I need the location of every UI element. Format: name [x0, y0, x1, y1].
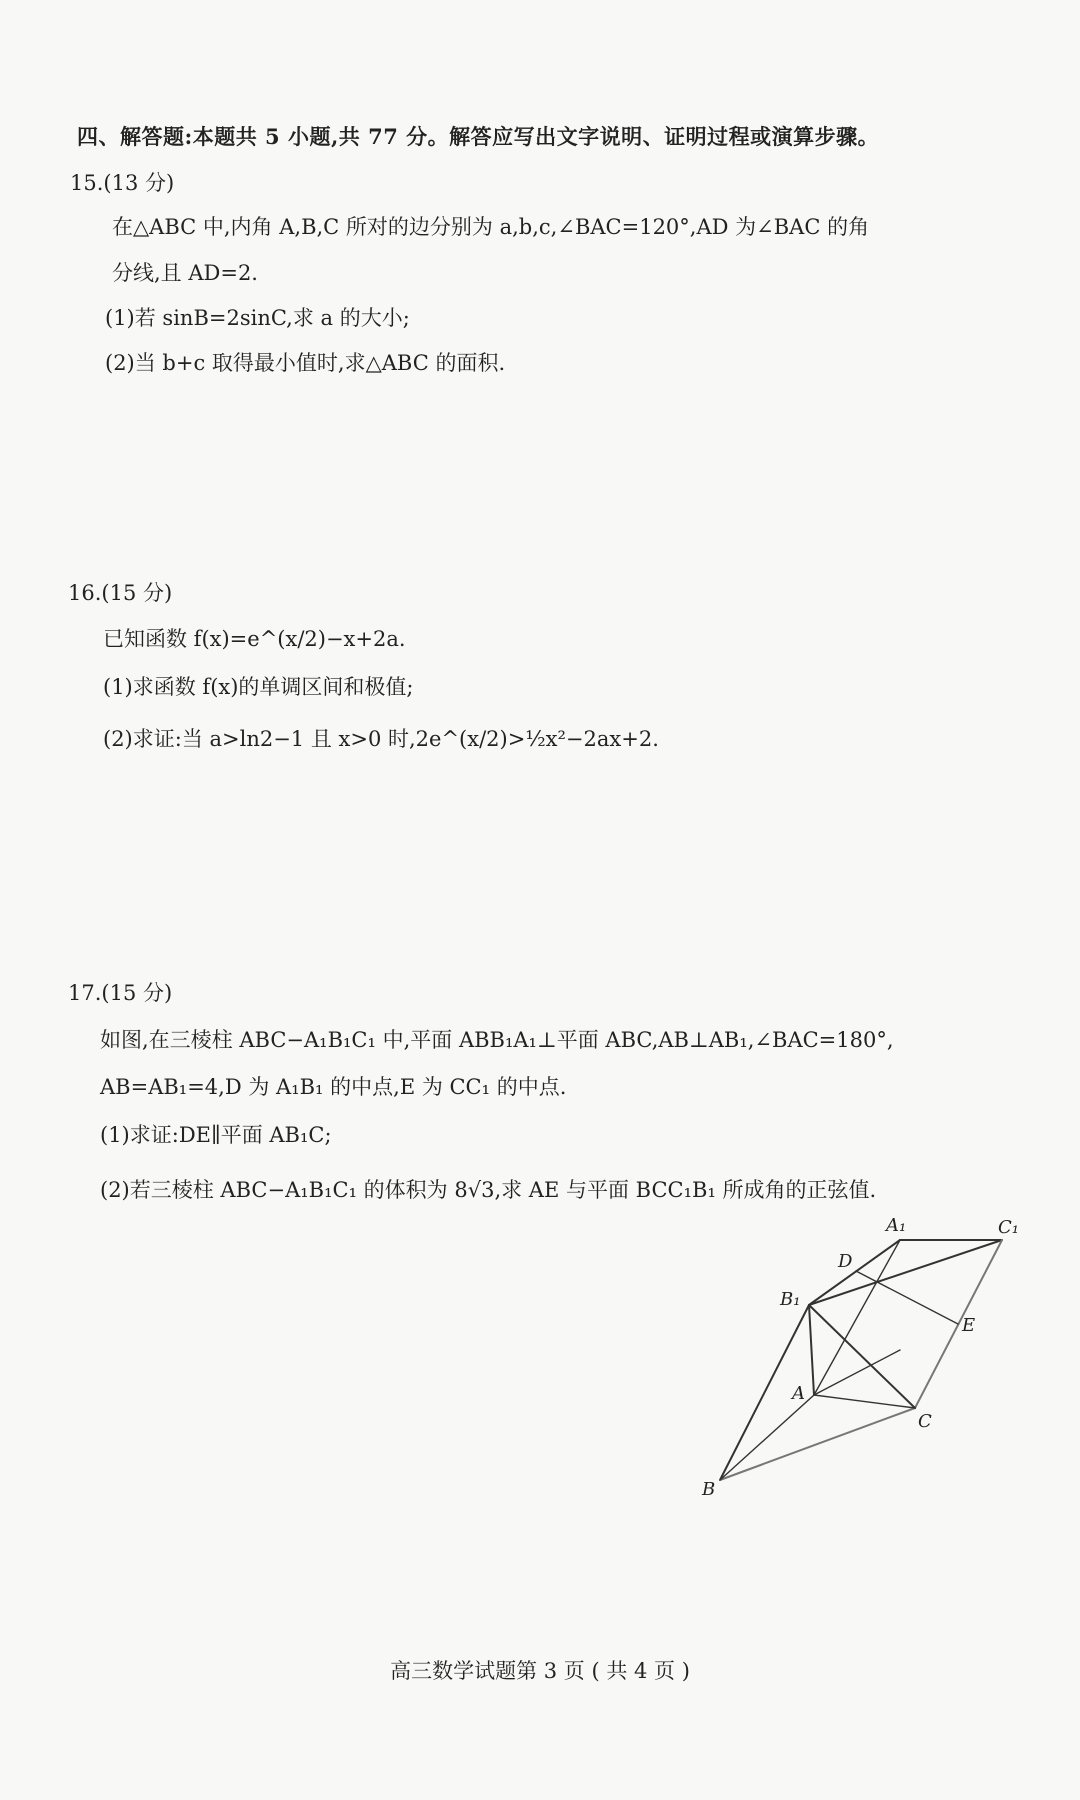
q16-number: 16.(15 分)	[68, 581, 173, 605]
q16-line1: 已知函数 f(x)=e^(x/2)−x+2a.	[103, 627, 406, 651]
q17-line2: AB=AB₁=4,D 为 A₁B₁ 的中点,E 为 CC₁ 的中点.	[100, 1075, 567, 1099]
label-b: B	[702, 1479, 716, 1495]
q15-part1: (1)若 sinB=2sinC,求 a 的大小;	[105, 306, 410, 330]
q16-part1: (1)求函数 f(x)的单调区间和极值;	[103, 675, 414, 699]
prism-figure	[680, 1205, 1040, 1495]
edge-b1-a1	[809, 1240, 900, 1305]
label-c1: C₁	[998, 1217, 1019, 1238]
q15-number: 15.(13 分)	[70, 171, 175, 195]
q17-part1: (1)求证:DE∥平面 AB₁C;	[100, 1123, 332, 1147]
label-b1: B₁	[780, 1289, 801, 1310]
edge-a-b	[720, 1395, 814, 1480]
edge-b1-c	[809, 1305, 915, 1408]
q17-part2: (2)若三棱柱 ABC−A₁B₁C₁ 的体积为 8√3,求 AE 与平面 BCC₁B₁ 所成角的正弦值.	[100, 1178, 877, 1202]
edge-d-e	[856, 1271, 958, 1324]
edge-b-c	[720, 1408, 915, 1480]
q17-line1: 如图,在三棱柱 ABC−A₁B₁C₁ 中,平面 ABB₁A₁⊥平面 ABC,AB⊥AB₁,∠BAC=180°,	[100, 1028, 894, 1052]
edge-a-c	[814, 1395, 915, 1408]
q15-line1: 在△ABC 中,内角 A,B,C 所对的边分别为 a,b,c,∠BAC=120°,AD 为∠BAC 的角	[112, 215, 870, 239]
page-footer: 高三数学试题第 3 页 ( 共 4 页 )	[390, 1659, 690, 1683]
label-e: E	[962, 1315, 976, 1336]
q15-line2: 分线,且 AD=2.	[112, 261, 258, 285]
label-a1: A₁	[886, 1215, 907, 1236]
label-d: D	[838, 1251, 853, 1272]
label-a: A	[792, 1383, 805, 1404]
label-c: C	[918, 1411, 932, 1432]
section-title: 四、解答题:本题共 5 小题,共 77 分。解答应写出文字说明、证明过程或演算步骤。	[77, 124, 880, 149]
q16-part2: (2)求证:当 a>ln2−1 且 x>0 时,2e^(x/2)>½x²−2ax+2.	[103, 727, 659, 751]
prism-diagram	[680, 1205, 1040, 1495]
edge-b1-a	[809, 1305, 814, 1395]
q17-number: 17.(15 分)	[68, 981, 173, 1005]
q15-part2: (2)当 b+c 取得最小值时,求△ABC 的面积.	[105, 351, 506, 375]
